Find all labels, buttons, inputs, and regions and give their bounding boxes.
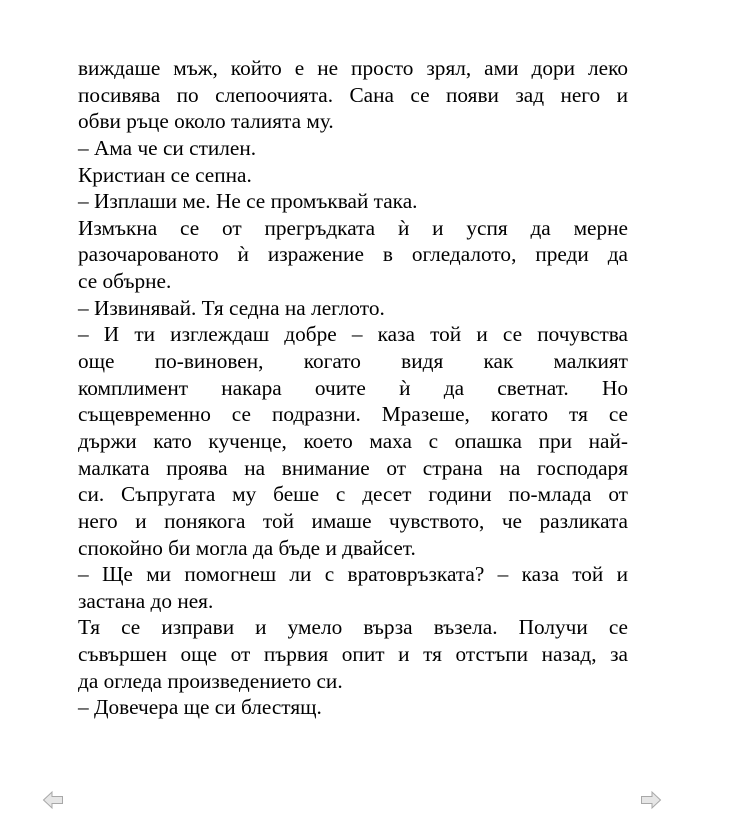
text-line: малката проява на внимание от страна на господаря bbox=[78, 455, 628, 480]
text-line: държи като кученце, което маха с опашка при най- bbox=[78, 428, 628, 453]
text-line: – Ама че си стилен. bbox=[78, 135, 257, 160]
text-line: се обърне. bbox=[78, 269, 172, 294]
text-line: Тя се изправи и умело върза възела. Получи се bbox=[78, 615, 628, 640]
text-line: си. Съпругата му беше с десет години по-млада от bbox=[78, 482, 628, 507]
left-arrow-icon bbox=[42, 790, 64, 810]
document-page bbox=[78, 55, 628, 721]
text-line: още по-виновен, когато видя как малкият bbox=[78, 349, 628, 374]
text-line: разочарованото ѝ изражение в огледалото, преди да bbox=[78, 242, 628, 267]
text-line: Измъкна се от прегръдката ѝ и успя да мерне bbox=[78, 215, 628, 240]
text-line: – Ще ми помогнеш ли с вратовръзката? – каза той и bbox=[78, 562, 628, 587]
text-line: Кристиан се сепна. bbox=[78, 162, 252, 187]
text-line: съвършен още от първия опит и тя отстъпи назад, за bbox=[78, 642, 628, 667]
text-line: комплимент накара очите ѝ да светнат. Но bbox=[78, 375, 628, 400]
text-line: същевременно се подразни. Мразеше, когато тя се bbox=[78, 402, 628, 427]
text-line: спокойно би могла да бъде и двайсет. bbox=[78, 535, 416, 560]
text-line: него и понякога той имаше чувството, че разликата bbox=[78, 508, 628, 533]
text-line: – И ти изглеждаш добре – каза той и се почувства bbox=[78, 322, 628, 347]
text-line: да огледа произведението си. bbox=[78, 668, 343, 693]
next-page-button[interactable] bbox=[640, 790, 662, 810]
text-line: виждаше мъж, който е не просто зрял, ами дори леко bbox=[78, 56, 628, 80]
text-line: обви ръце около талията му. bbox=[78, 109, 334, 134]
text-line: посивява по слепоочията. Сана се появи зад него и bbox=[78, 82, 628, 107]
text-line: – Извинявай. Тя седна на леглото. bbox=[78, 295, 385, 320]
right-arrow-icon bbox=[640, 790, 662, 810]
text-line: – Изплаши ме. Не се промъквай така. bbox=[78, 189, 418, 214]
text-line: – Довечера ще си блестящ. bbox=[78, 695, 322, 720]
text-line: застана до нея. bbox=[78, 588, 214, 613]
previous-page-button[interactable] bbox=[42, 790, 64, 810]
